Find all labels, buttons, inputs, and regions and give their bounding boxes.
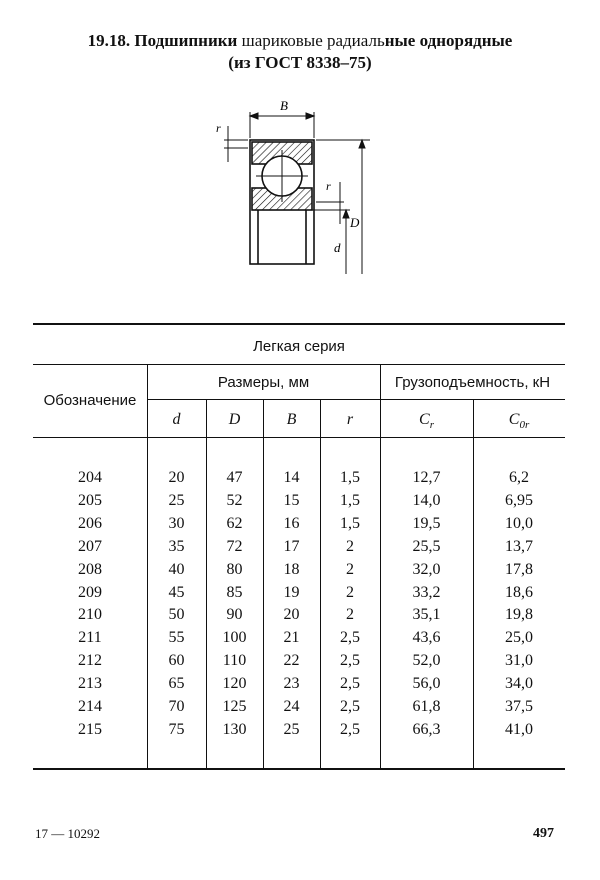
table-cell-n: 211 [78, 629, 102, 646]
table-cell-D: 125 [222, 698, 247, 715]
table-cell-D: 47 [226, 469, 243, 486]
dimension-r-top [224, 126, 248, 162]
table-cell-C0r: 13,7 [505, 538, 533, 555]
table-cell-C0r: 17,8 [505, 561, 533, 578]
table-cell-C0r: 34,0 [505, 675, 533, 692]
table-cell-B: 23 [283, 675, 300, 692]
col-header-Cr-sub: r [429, 419, 434, 432]
table-cell-Cr: 43,6 [412, 629, 441, 646]
label-r-mid: r [326, 179, 331, 193]
table-top-rule [33, 323, 565, 325]
table-cell-r: 2,5 [340, 629, 360, 646]
table-cell-n: 207 [78, 538, 102, 555]
table-cell-n: 210 [78, 606, 102, 623]
table-cell-d: 40 [168, 561, 185, 578]
dimension-D [316, 140, 370, 274]
table-cell-d: 25 [168, 492, 185, 509]
col-header-r: r [346, 411, 354, 428]
table-cell-B: 22 [283, 652, 300, 669]
table-cell-B: 16 [283, 515, 300, 532]
table-cell-B: 25 [283, 721, 300, 738]
col-header-B: B [286, 411, 297, 428]
table-cell-d: 65 [168, 675, 185, 692]
label-r-top: r [216, 121, 221, 135]
table-cell-D: 130 [222, 721, 247, 738]
table-cell-r: 1,5 [340, 469, 360, 486]
table-cell-Cr: 66,3 [412, 721, 441, 738]
table-cell-Cr: 25,5 [412, 538, 441, 555]
table-cell-C0r: 6,95 [505, 492, 533, 509]
table-cell-D: 62 [226, 515, 243, 532]
table-cell-n: 215 [78, 721, 102, 738]
subheader-rule [147, 399, 565, 400]
table-cell-B: 14 [283, 469, 300, 486]
section-number: 19.18. [87, 31, 131, 50]
col-header-Cr [380, 410, 473, 435]
title-line-1 [0, 30, 600, 52]
col-header-D: D [228, 411, 241, 428]
title-text-b: ные однорядные [384, 31, 513, 50]
table-cell-d: 75 [168, 721, 185, 738]
dimensions-header: Размеры, мм [217, 374, 310, 391]
table-cell-C0r: 37,5 [505, 698, 533, 715]
table-cell-n: 208 [78, 561, 102, 578]
table-cell-d: 30 [168, 515, 185, 532]
table-cell-Cr: 19,5 [412, 515, 441, 532]
table-cell-D: 80 [226, 561, 243, 578]
table-cell-r: 2,5 [340, 698, 360, 715]
table-cell-n: 206 [78, 515, 102, 532]
col-header-Cr-base: C [419, 411, 430, 428]
table-cell-r: 1,5 [340, 492, 360, 509]
header-bottom-rule [33, 437, 565, 438]
bearing-drawing [210, 92, 380, 282]
table-cell-r: 2 [346, 584, 354, 601]
table-cell-B: 19 [283, 584, 300, 601]
table-cell-d: 70 [168, 698, 185, 715]
table-cell-D: 52 [226, 492, 243, 509]
printer-signature: 17 — 10292 [35, 826, 100, 841]
table-cell-Cr: 61,8 [412, 698, 441, 715]
col-header-C0r-sub: 0r [519, 419, 530, 432]
table-cell-d: 50 [168, 606, 185, 623]
table-cell-r: 2 [346, 606, 354, 623]
table-cell-d: 20 [168, 469, 185, 486]
table-cell-D: 120 [222, 675, 247, 692]
table-cell-D: 90 [226, 606, 243, 623]
table-cell-C0r: 31,0 [505, 652, 533, 669]
table-cell-r: 1,5 [340, 515, 360, 532]
series-header: Легкая серия [253, 338, 345, 355]
bearing-section [250, 140, 314, 264]
table-cell-r: 2,5 [340, 675, 360, 692]
series-rule [33, 364, 565, 365]
table-cell-Cr: 56,0 [412, 675, 441, 692]
table-cell-D: 72 [226, 538, 243, 555]
table-cell-B: 17 [283, 538, 300, 555]
table-cell-C0r: 18,6 [505, 584, 533, 601]
table-cell-Cr: 35,1 [412, 606, 441, 623]
table-cell-r: 2 [346, 561, 354, 578]
table-cell-Cr: 33,2 [412, 584, 441, 601]
table-cell-C0r: 10,0 [505, 515, 533, 532]
table-cell-d: 55 [168, 629, 185, 646]
table-cell-B: 21 [283, 629, 300, 646]
table-cell-D: 110 [222, 652, 247, 669]
title-line-2: (из ГОСТ 8338–75) [228, 53, 372, 72]
table-cell-r: 2 [346, 538, 354, 555]
dimension-B [250, 112, 314, 138]
table-cell-B: 20 [283, 606, 300, 623]
label-d: d [334, 240, 341, 255]
table-cell-B: 15 [283, 492, 300, 509]
table-cell-d: 45 [168, 584, 185, 601]
table-cell-C0r: 19,8 [505, 606, 533, 623]
table-bottom-rule [33, 768, 565, 770]
table-cell-n: 212 [78, 652, 102, 669]
table-cell-Cr: 14,0 [412, 492, 441, 509]
page-title [0, 30, 600, 74]
table-cell-d: 60 [168, 652, 185, 669]
table-cell-D: 100 [222, 629, 247, 646]
table-cell-n: 213 [78, 675, 102, 692]
table-cell-r: 2,5 [340, 721, 360, 738]
table-cell-B: 18 [283, 561, 300, 578]
table-cell-Cr: 52,0 [412, 652, 441, 669]
table-cell-C0r: 41,0 [505, 721, 533, 738]
table-cell-n: 214 [78, 698, 102, 715]
col-header-C0r-base: C [508, 411, 520, 428]
table-cell-Cr: 32,0 [412, 561, 441, 578]
table-cell-n: 209 [78, 584, 102, 601]
table-cell-n: 204 [78, 469, 102, 486]
table-cell-n: 205 [78, 492, 102, 509]
label-B: B [280, 98, 288, 113]
load-header: Грузоподъемность, кН [394, 374, 551, 391]
page-number: 497 [533, 826, 554, 841]
table-cell-B: 24 [283, 698, 300, 715]
col-header-d: d [172, 411, 181, 428]
label-D: D [350, 215, 360, 230]
title-bold-word: Подшипники [134, 31, 238, 50]
table-cell-C0r: 6,2 [509, 469, 529, 486]
table-cell-C0r: 25,0 [505, 629, 533, 646]
table-cell-r: 2,5 [340, 652, 360, 669]
designation-header: Обозначение [43, 392, 137, 409]
table-cell-D: 85 [226, 584, 243, 601]
title-text-a: шариковые радиаль [241, 31, 385, 50]
table-cell-d: 35 [168, 538, 185, 555]
table-cell-Cr: 12,7 [412, 469, 441, 486]
col-header-C0r [473, 410, 565, 435]
